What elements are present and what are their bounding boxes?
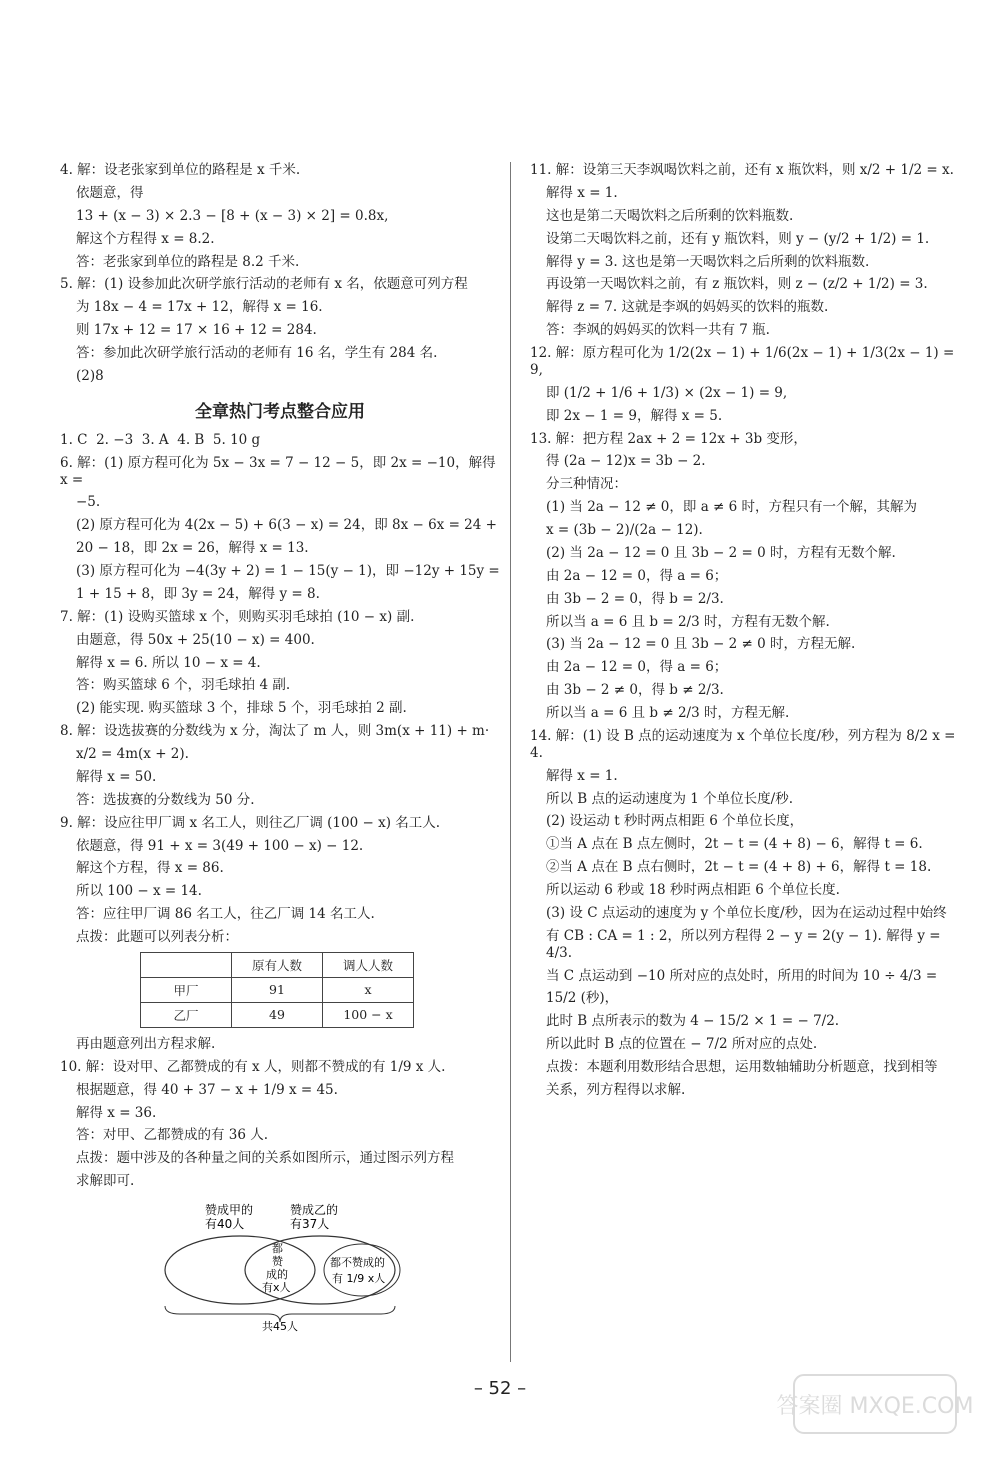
answer-line: 此时 B 点所表示的数为 4 − 15/2 × 1 = − 7/2. <box>546 1013 840 1030</box>
answer-line: 解得 x = 50. <box>76 768 157 785</box>
answer-line: ①当 A 点在 B 点左侧时，2t − t = (4 + 8) − 6，解得 t = 6. <box>546 836 923 853</box>
answer-line: 所以当 a = 6 且 b ≠ 2/3 时，方程无解. <box>546 705 790 721</box>
answer-line: 再设第一天喝饮料之前，有 z 瓶饮料，则 z − (z/2 + 1/2) = 3. <box>546 276 928 293</box>
answer-line: 点拨：此题可以列表分析： <box>76 929 238 945</box>
venn-center-text: 有x人 <box>262 1281 291 1294</box>
venn-label-b2: 有37人 <box>290 1217 330 1231</box>
answer-line: 这也是第二天喝饮料之后所剩的饮料瓶数. <box>546 207 794 224</box>
answer-line: 则 17x + 12 = 17 × 16 + 12 = 284. <box>76 322 317 339</box>
answer-line: 9. 解：设应往甲厂调 x 名工人，则往乙厂调 (100 − x) 名工人. <box>60 814 441 831</box>
venn-circle-a <box>165 1236 315 1304</box>
answer-line: 13. 解：把方程 2ax + 2 = 12x + 3b 变形， <box>530 430 807 447</box>
venn-total: 共45人 <box>262 1320 298 1333</box>
answer-line: (2) 设运动 t 秒时两点相距 6 个单位长度， <box>546 813 804 830</box>
answer-line: 分三种情况： <box>546 476 627 493</box>
answer-line: 所以此时 B 点的位置在 − 7/2 所对应的点处. <box>546 1036 818 1053</box>
table-cell: 100 − x <box>323 1002 414 1027</box>
answer-line: 15/2 (秒)， <box>546 990 619 1007</box>
answer-line: 由 3b − 2 ≠ 0，得 b ≠ 2/3. <box>546 682 724 699</box>
answer-line: 由 2a − 12 = 0，得 a = 6； <box>546 659 728 676</box>
answer-line: x = (3b − 2)/(2a − 12). <box>546 522 703 538</box>
answer-line: 4. 解：设老张家到单位的路程是 x 千米. <box>60 162 301 178</box>
answer-line: 答：老张家到单位的路程是 8.2 千米. <box>76 253 300 270</box>
venn-center-text: 成的 <box>266 1268 288 1281</box>
answer-line: 解这个方程得 x = 8.2. <box>76 230 215 247</box>
table-row <box>141 977 414 1002</box>
answer-line: 得 (2a − 12)x = 3b − 2. <box>546 453 706 470</box>
answer-line: 设第二天喝饮料之前，还有 y 瓶饮料，则 y − (y/2 + 1/2) = 1. <box>546 230 930 247</box>
answer-line: 解得 x = 36. <box>76 1104 157 1121</box>
answer-line: (1) 当 2a − 12 ≠ 0，即 a ≠ 6 时，方程只有一个解，其解为 <box>546 499 918 516</box>
answer-line: 所以当 a = 6 且 b = 2/3 时，方程有无数个解. <box>546 613 830 630</box>
answer-line: 求解即可. <box>76 1173 135 1190</box>
answer-line: 答：购买篮球 6 个，羽毛球拍 4 副. <box>76 677 291 694</box>
answer-line: 解得 x = 6. 所以 10 − x = 4. <box>76 654 261 671</box>
answer-line: 即 (1/2 + 1/6 + 1/3) × (2x − 1) = 9, <box>546 384 788 401</box>
answer-line: 解得 x = 1. <box>546 767 618 784</box>
answer-line: 5. 解：(1) 设参加此次研学旅行活动的老师有 x 名，依题意可列方程 <box>60 276 468 293</box>
table-cell: 甲厂 <box>141 977 232 1002</box>
venn-label-a: 赞成甲的 <box>205 1203 254 1217</box>
answer-line: 8. 解：设选拔赛的分数线为 x 分，淘汰了 m 人，则 3m(x + 11) + m· <box>60 723 490 740</box>
venn-label-b: 赞成乙的 <box>290 1203 339 1217</box>
worker-table <box>140 952 414 1028</box>
table-row <box>141 1002 414 1027</box>
answer-line: (3) 设 C 点运动的速度为 y 个单位长度/秒，因为在运动过程中始终 <box>546 904 947 921</box>
answer-line: 当 C 点运动到 −10 所对应的点处时，所用的时间为 10 ÷ 4/3 = <box>546 967 938 984</box>
answer-line: 为 18x − 4 = 17x + 12，解得 x = 16. <box>76 299 323 316</box>
answer-line: (2) 能实现. 购买篮球 3 个，排球 5 个，羽毛球拍 2 副. <box>76 700 407 717</box>
table-header-row <box>141 952 414 977</box>
answer-line: (3) 原方程可化为 −4(3y + 2) = 1 − 15(y − 1)，即 −12y + 15y = <box>76 563 500 579</box>
answer-line: 解得 x = 1. <box>546 184 618 201</box>
answer-line: 由 3b − 2 = 0，得 b = 2/3. <box>546 590 724 607</box>
answer-line: 即 2x − 1 = 9，解得 x = 5. <box>546 407 723 424</box>
table-cell: 49 <box>232 1002 323 1027</box>
answer-line: 解得 z = 7. 这就是李飒的妈妈买的饮料的瓶数. <box>546 299 829 316</box>
answer-line: 6. 解：(1) 原方程可化为 5x − 3x = 7 − 12 − 5，即 2x = −10，解得 x = <box>60 454 500 488</box>
table-cell: x <box>323 977 414 1002</box>
answer-line: 14. 解：(1) 设 B 点的运动速度为 x 个单位长度/秒，列方程为 8/2 x = 4. <box>530 727 960 761</box>
answer-line: 有 CB : CA = 1 : 2，所以列方程得 2 − y = 2(y − 1). 解得 y = 4/3. <box>546 927 945 961</box>
answer-line: 11. 解：设第三天李飒喝饮料之前，还有 x 瓶饮料，则 x/2 + 1/2 = x. <box>530 162 954 178</box>
answer-line: 根据题意，得 40 + 37 − x + 1/9 x = 45. <box>76 1081 338 1098</box>
answer-line: 依题意，得 91 + x = 3(49 + 100 − x) − 12. <box>76 837 364 854</box>
answer-line: 7. 解：(1) 设购买篮球 x 个，则购买羽毛球拍 (10 − x) 副. <box>60 608 415 625</box>
watermark-logo <box>776 1369 974 1443</box>
answer-line: (3) 当 2a − 12 = 0 且 3b − 2 ≠ 0 时，方程无解. <box>546 636 856 653</box>
answer-line: 1 + 15 + 8，即 3y = 24，解得 y = 8. <box>76 585 320 602</box>
venn-center-text: 赞 <box>272 1255 283 1268</box>
table-cell: 91 <box>232 977 323 1002</box>
venn-center-text: 都 <box>272 1242 283 1255</box>
answer-line: 由 2a − 12 = 0，得 a = 6； <box>546 567 728 584</box>
answer-line: (2) 当 2a − 12 = 0 且 3b − 2 = 0 时，方程有无数个解. <box>546 544 896 561</box>
answer-line: x/2 = 4m(x + 2). <box>76 746 189 762</box>
answer-line: 答：参加此次研学旅行活动的老师有 16 名，学生有 284 名. <box>76 345 438 361</box>
answer-line: 由题意，得 50x + 25(10 − x) = 400. <box>76 631 315 648</box>
right-column <box>530 162 960 1105</box>
answer-line: 点拨：本题利用数形结合思想，运用数轴辅助分析题意，找到相等 <box>546 1059 938 1075</box>
table-cell: 原有人数 <box>232 952 323 977</box>
venn-right-text: 都不赞成的 <box>330 1256 385 1269</box>
watermark-icon <box>776 1369 974 1439</box>
answer-line: 解这个方程，得 x = 86. <box>76 860 224 877</box>
answer-line: (2)8 <box>76 367 104 384</box>
answer-line: ②当 A 点在 B 点右侧时，2t − t = (4 + 8) + 6，解得 t = 18. <box>546 859 932 876</box>
table-cell: 调人人数 <box>323 952 414 977</box>
answer-line: −5. <box>76 494 101 511</box>
answer-line: 所以 B 点的运动速度为 1 个单位长度/秒. <box>546 790 794 807</box>
venn-label-a2: 有40人 <box>205 1217 245 1231</box>
answer-line: 答：李飒的妈妈买的饮料一共有 7 瓶. <box>546 322 770 339</box>
answer-line: 答：选拔赛的分数线为 50 分. <box>76 791 255 808</box>
answer-line: 12. 解：原方程可化为 1/2(2x − 1) + 1/6(2x − 1) + 1/3(2x − 1) = 9, <box>530 345 959 378</box>
venn-diagram <box>150 1200 450 1333</box>
answer-line: 20 − 18，即 2x = 26，解得 x = 13. <box>76 540 309 557</box>
answer-line: 关系，列方程得以求解. <box>546 1081 686 1098</box>
watermark-text: 答案圈 MXQE.COM <box>776 1394 974 1419</box>
answer-line: 解得 y = 3. 这也是第一天喝饮料之后所剩的饮料瓶数. <box>546 253 870 270</box>
venn-circle-neither <box>324 1244 400 1296</box>
answer-line: 10. 解：设对甲、乙都赞成的有 x 人，则都不赞成的有 1/9 x 人. <box>60 1058 446 1075</box>
answer-line: 答：应往甲厂调 86 名工人，往乙厂调 14 名工人. <box>76 906 375 923</box>
page-number: – 52 – <box>473 1378 527 1399</box>
table-cell <box>141 952 232 977</box>
table-cell: 乙厂 <box>141 1002 232 1027</box>
answer-line: 所以 100 − x = 14. <box>76 883 202 900</box>
answer-line: 所以运动 6 秒或 18 秒时两点相距 6 个单位长度. <box>546 882 840 898</box>
venn-right-text: 有 1/9 x人 <box>332 1272 386 1285</box>
answer-line: 1. C 2. −3 3. A 4. B 5. 10 g <box>60 431 261 448</box>
answer-line: 依题意，得 <box>76 184 144 201</box>
answer-line: 13 + (x − 3) × 2.3 − [8 + (x − 3) × 2] = 0.8x, <box>76 207 389 224</box>
column-divider <box>510 162 511 1362</box>
answer-line: (2) 原方程可化为 4(2x − 5) + 6(3 − x) = 24，即 8x − 6x = 24 + <box>76 517 497 534</box>
left-column <box>60 162 500 1334</box>
answer-line: 答：对甲、乙都赞成的有 36 人. <box>76 1127 269 1144</box>
section-title: 全章热门考点整合应用 <box>195 401 365 422</box>
answer-line: 再由题意列出方程求解. <box>76 1035 216 1052</box>
answer-line: 点拨：题中涉及的各种量之间的关系如图所示，通过图示列方程 <box>76 1150 454 1167</box>
